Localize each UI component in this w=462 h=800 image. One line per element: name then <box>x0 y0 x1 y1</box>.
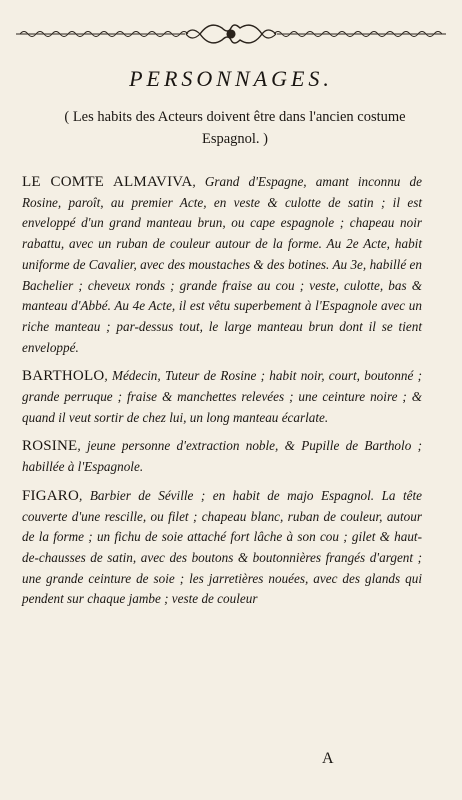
costume-note: ( Les habits des Acteurs doivent être dans l'ancien costume Espagnol. ) <box>64 109 406 147</box>
character-name: BARTHOLO <box>22 368 105 385</box>
page-title: PERSONNAGES. <box>129 66 333 91</box>
character-name: FIGARO <box>22 487 80 504</box>
character-entry-rosine <box>22 436 422 477</box>
character-name: LE COMTE ALMAVIVA <box>22 174 193 190</box>
character-name: ROSINE <box>22 438 78 455</box>
character-description: , jeune personne d'extraction noble, & Pupille de Bartholo ; habillée à l'Espagnole. <box>22 438 422 475</box>
character-description: , Grand d'Espagne, amant inconnu de Rosine, paroît, au premier Acte, en veste & culotte de satin ; il est enveloppé d'un grand manteau brun, ou cape espagnole ; chapeau noir rabattu, avec un ruban de couleur autour de la forme. Au 2e Acte, habit uniforme de Cavalier, avec des moustaches & des botines. Au 3e, habillé en Bachelier ; cheveux ronds ; grande fraise au cou ; veste, culotte, bas & manteau d'Abbé. Au 4e Acte, il est vêtu superbement à l'Espagnole avec un riche manteau ; par-dessus tout, le large manteau brun dont il se tient enveloppé. <box>22 174 422 355</box>
character-list <box>22 172 422 618</box>
character-entry-bartholo <box>22 366 422 428</box>
character-entry-almaviva <box>22 172 422 358</box>
decorative-header-ornament <box>10 12 452 52</box>
character-description: , Barbier de Séville ; en habit de majo Espagnol. La tête couverte d'une rescille, ou filet ; chapeau blanc, ruban de couleur, autour de la forme ; un fichu de soie attaché fort lâche à son cou ; gilet & haut-de-chausses de satin, avec des boutons & boutonnières frangés d'argent ; une grande ceinture de soie ; les jarretières nouées, avec des glands qui pendent sur chaque jambe ; veste de couleur <box>22 487 422 607</box>
signature-mark: A <box>322 750 334 767</box>
character-description: , Médecin, Tuteur de Rosine ; habit noir, court, boutonné ; grande perruque ; fraise & manchettes relevées ; une ceinture noire ; & quand il veut sortir de chez lui, un long manteau écarlate. <box>22 368 422 425</box>
character-entry-figaro <box>22 486 422 610</box>
